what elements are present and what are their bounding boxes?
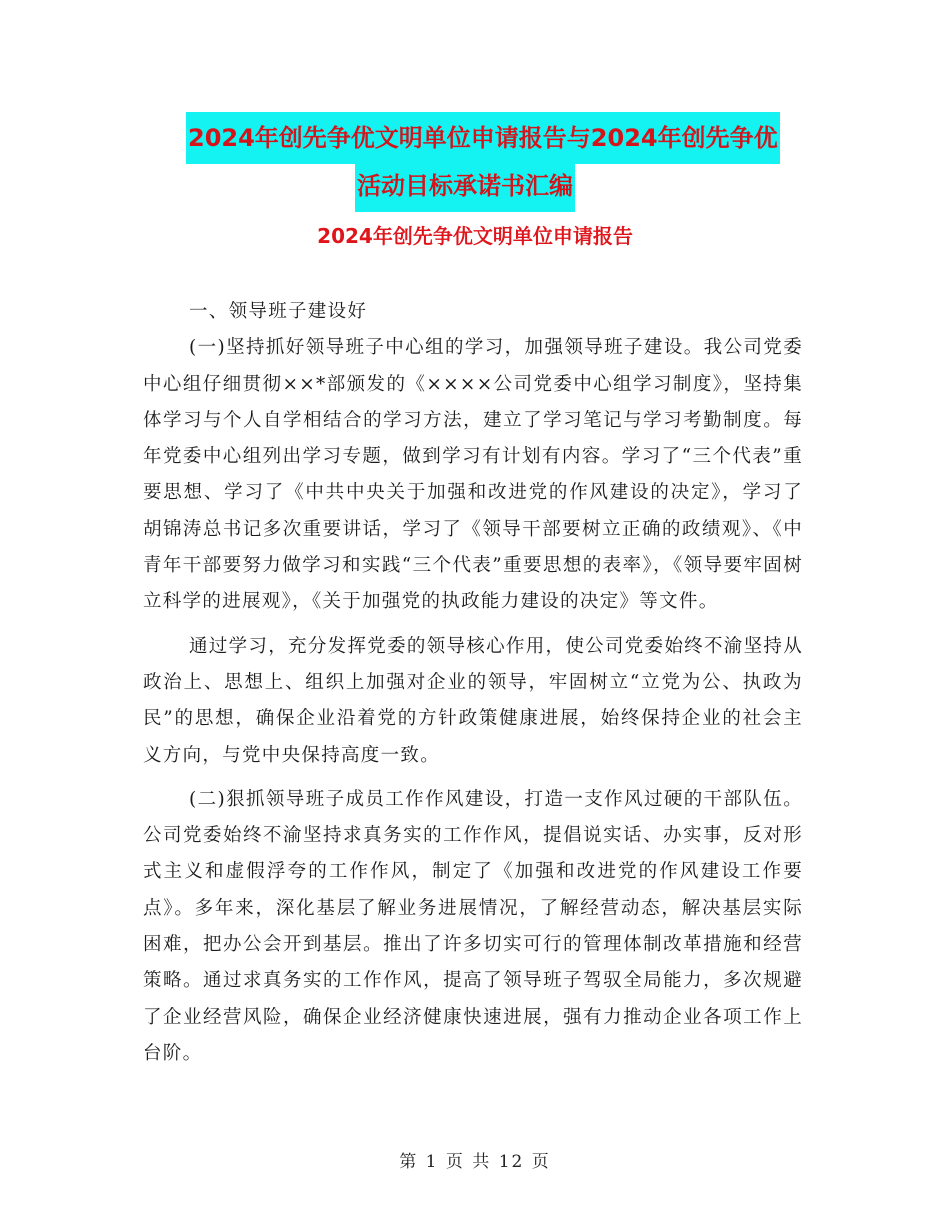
paragraph-1: (一)坚持抓好领导班子中心组的学习，加强领导班子建设。我公司党委中心组仔细贯彻××*部颁发的《××××公司党委中心组学习制度》，坚持集体学习与个人自学相结合的学习方法，建立了学习笔记与学习考勤制度。每年党委中心组列出学习专题，做到学习有计划有内容。学习了“三个代表”重要思想、学习了《中共中央关于加强和改进党的作风建设的决定》，学习了胡锦涛总书记多次重要讲话，学习了《领导干部要树立正确的政绩观》、《中青年干部要努力做学习和实践“三个代表”重要思想的表率》，《领导要牢固树立科学的进展观》，《关于加强党的执政能力建设的决定》等文件。 [143,337,803,613]
body-text [143,294,803,1072]
page-footer: 第 1 页 共 12 页 [399,1152,551,1172]
main-title-line-1: 2024年创先争优文明单位申请报告与2024年创先争优 [186,112,780,164]
section-title: 2024年创先争优文明单位申请报告 [317,224,633,248]
main-title-line-2: 活动目标承诺书汇编 [355,160,575,212]
heading-leadership: 一、领导班子建设好 [189,301,368,322]
paragraph-3: (二)狠抓领导班子成员工作作风建设，打造一支作风过硬的干部队伍。公司党委始终不渝坚持求真务实的工作作风，提倡说实话、办实事，反对形式主义和虚假浮夸的工作作风，制定了《加强和改进党的作风建设工作要点》。多年来，深化基层了解业务进展情况，了解经营动态，解决基层实际困难，把办公会开到基层。推出了许多切实可行的管理体制改革措施和经营策略。通过求真务实的工作作风，提高了领导班子驾驭全局能力，多次规避了企业经营风险，确保企业经济健康快速进展，强有力推动企业各项工作上台阶。 [143,788,803,1064]
paragraph-2: 通过学习，充分发挥党委的领导核心作用，使公司党委始终不渝坚持从政治上、思想上、组织上加强对企业的领导，牢固树立“立党为公、执政为民”的思想，确保企业沿着党的方针政策健康进展，始终保持企业的社会主义方向，与党中央保持高度一致。 [143,635,803,766]
